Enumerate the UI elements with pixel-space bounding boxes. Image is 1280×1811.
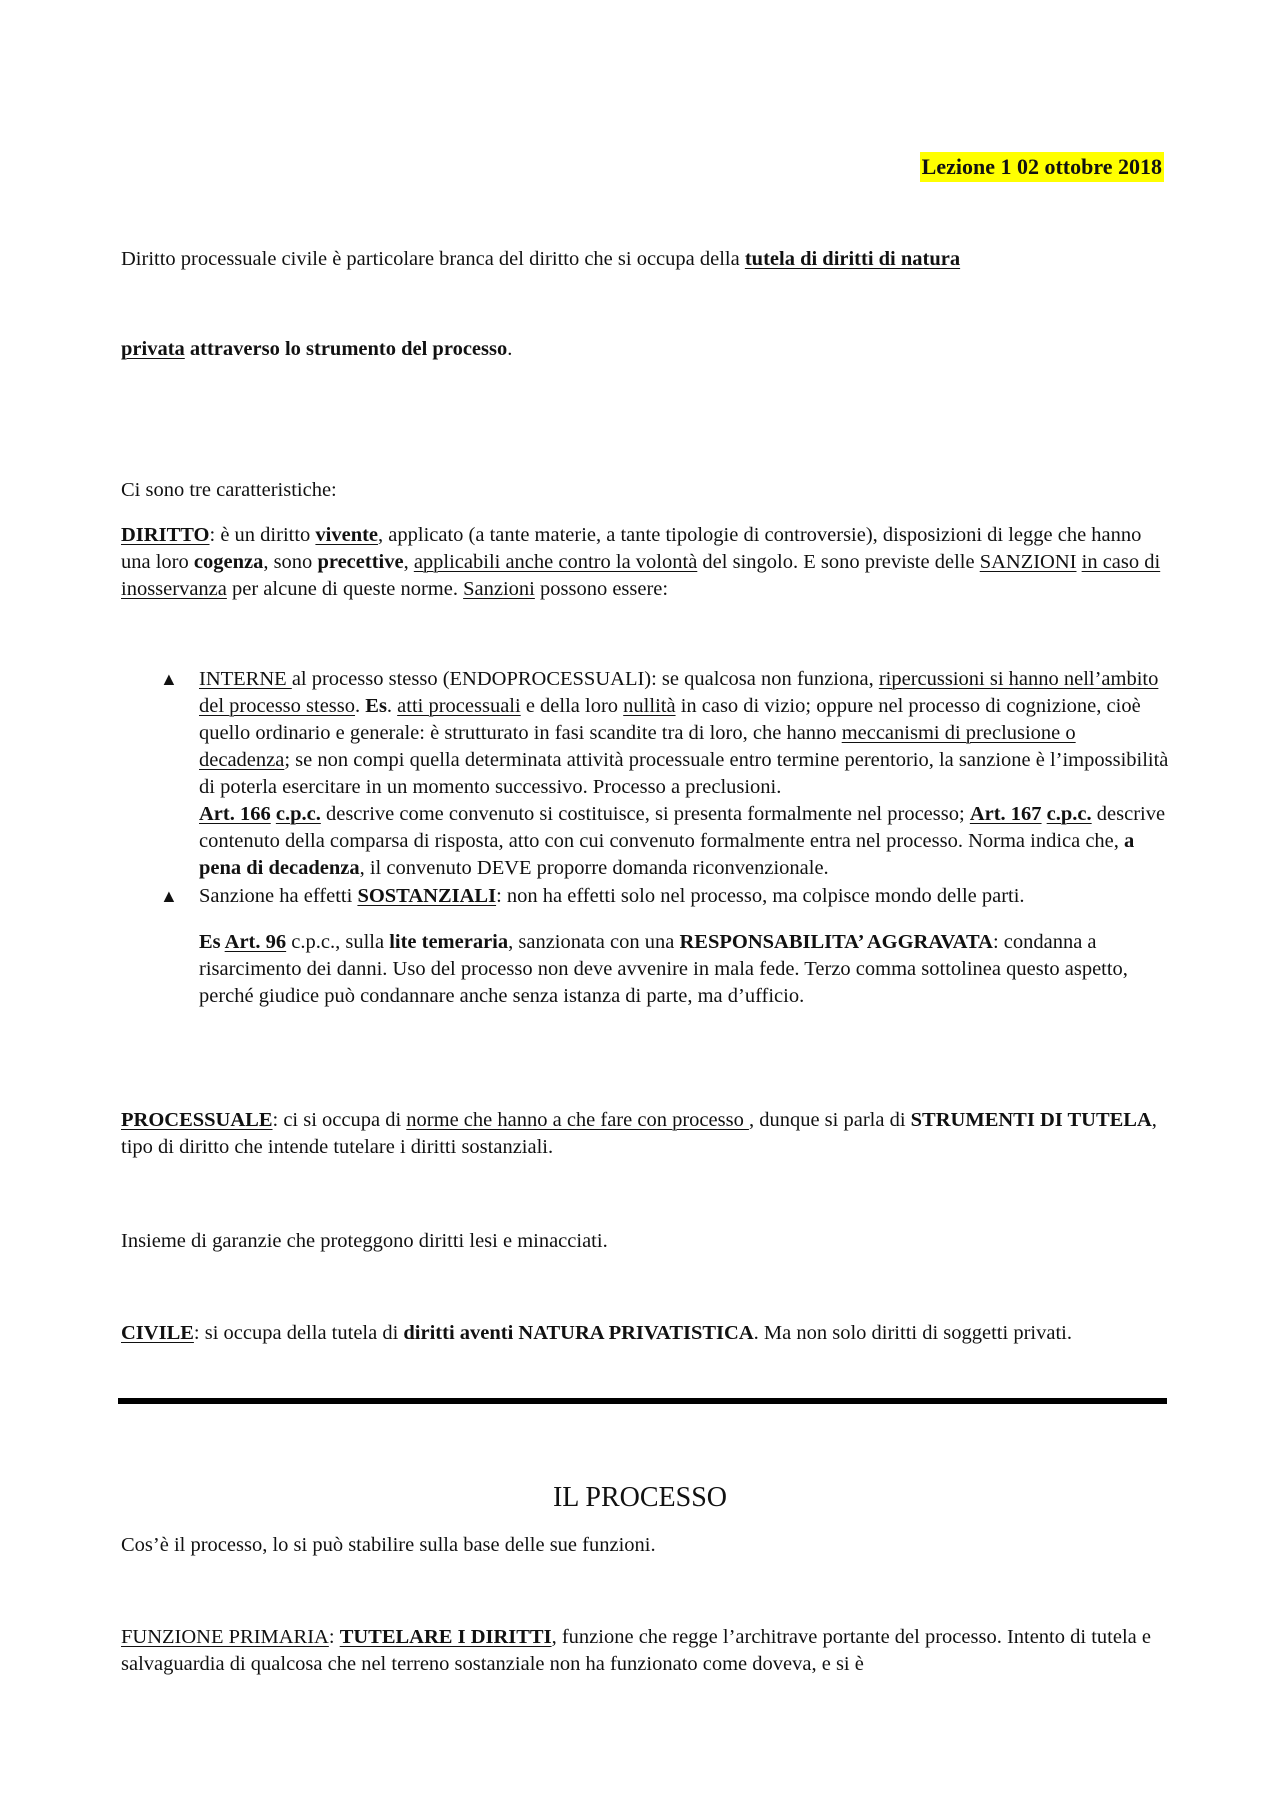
term-sanzioni: SANZIONI (979, 551, 1077, 573)
text: : è un diritto (209, 524, 316, 546)
term-precettive: precettive (317, 551, 404, 573)
funzione-primaria-paragraph (121, 1624, 1167, 1678)
term-diritto: DIRITTO (121, 524, 210, 546)
es-label: Es (199, 931, 225, 953)
text: in caso di vizio; oppure nel processo di cognizione, cioè quello ordinario e generale: è strutturato in fasi scandite tra di loro, che hanno (199, 695, 1141, 744)
es-label: Es (365, 695, 387, 717)
cpc-label: c.p.c. (1046, 803, 1092, 825)
text: . Ma non solo diritti di soggetti privati. (753, 1322, 1072, 1344)
underlined-phrase: applicabili anche contro la volontà (413, 551, 698, 573)
underlined-phrase: ripercussioni si hanno nell’ambito del processo stesso (199, 668, 1159, 717)
text: . (386, 695, 398, 717)
text: . (355, 695, 366, 717)
underlined-phrase: meccanismi di preclusione o decadenza (199, 722, 1076, 771)
text: del singolo. E sono previste delle (697, 551, 980, 573)
underlined-phrase: in caso di inosservanza (121, 551, 1161, 600)
bold-phrase: a pena di decadenza (199, 830, 1135, 879)
underlined-phrase: atti processuali (397, 695, 521, 717)
text: descrive contenuto della comparsa di risposta, atto con cui convenuto formalmente entra nel processo. Norma indica che, (199, 803, 1166, 852)
garanzie-paragraph: Insieme di garanzie che proteggono diritti lesi e minacciati. (121, 1230, 608, 1252)
term-cogenza: cogenza (193, 551, 264, 573)
section-divider (118, 1398, 1167, 1404)
intro-paragraph-line1 (121, 246, 1167, 273)
text: , sono (263, 551, 318, 573)
text: e della loro (520, 695, 624, 717)
diritto-paragraph (121, 522, 1167, 603)
term-responsabilita: RESPONSABILITA’ AGGRAVATA (679, 931, 993, 953)
text: : (328, 1626, 340, 1648)
text: descrive come convenuto si costituisce, si presenta formalmente nel processo; (320, 803, 970, 825)
term-civile: CIVILE (121, 1322, 194, 1344)
intro-period: . (507, 338, 513, 360)
triangle-bullet-icon: ▲ (160, 886, 178, 906)
processuale-paragraph (121, 1107, 1167, 1161)
triangle-bullet-icon: ▲ (160, 669, 178, 689)
list-item-sostanziali (160, 883, 1170, 1010)
term-vivente: vivente (315, 524, 379, 546)
term-interne: INTERNE (199, 668, 292, 690)
processo-intro: Cos’è il processo, lo si può stabilire sulla base delle sue funzioni. (121, 1534, 656, 1556)
term-sanzioni-2: Sanzioni (463, 578, 535, 600)
text: , sanzionata con una (508, 931, 680, 953)
text: : non ha effetti solo nel processo, ma colpisce mondo delle parti. (496, 885, 1025, 907)
text: , dunque si parla di (748, 1109, 911, 1131)
intro-bold-text: attraverso lo strumento del processo (184, 338, 508, 360)
text: c.p.c., sulla (286, 931, 390, 953)
term-sostanziali: SOSTANZIALI (357, 885, 497, 907)
article-166: Art. 166 (199, 803, 271, 825)
intro-paragraph-line2 (121, 336, 1167, 363)
characteristics-lead: Ci sono tre caratteristiche: (121, 479, 337, 501)
article-96: Art. 96 (224, 931, 287, 953)
bold-phrase: diritti aventi NATURA PRIVATISTICA (403, 1322, 754, 1344)
list-item-interne (160, 666, 1170, 882)
intro-emphasis-privata: privata (121, 338, 185, 360)
text: al processo stesso (ENDOPROCESSUALI): se qualcosa non funziona, (291, 668, 879, 690)
text: , applicato (a tante materie, a tante tipologie di controversie), disposizioni di legge che hanno una loro (121, 524, 1142, 573)
lesson-date-highlight: Lezione 1 02 ottobre 2018 (920, 152, 1164, 182)
text: per alcune di queste norme. (226, 578, 464, 600)
civile-paragraph (121, 1320, 1167, 1347)
underlined-phrase: norme che hanno a che fare con processo (406, 1109, 749, 1131)
sanctions-list (160, 666, 1170, 1010)
text: , tipo di diritto che intende tutelare i diritti sostanziali. (121, 1109, 1157, 1158)
intro-emphasis: tutela di diritti di natura (744, 248, 961, 270)
term-lite-temeraria: lite temeraria (389, 931, 509, 953)
text: , (403, 551, 414, 573)
term-funzione-primaria: FUNZIONE PRIMARIA (121, 1626, 329, 1648)
cpc-label: c.p.c. (275, 803, 321, 825)
term-nullita: nullità (623, 695, 676, 717)
intro-text: Diritto processuale civile è particolare branca del diritto che si occupa della (121, 248, 745, 270)
term-processuale: PROCESSUALE (121, 1109, 273, 1131)
section-heading: IL PROCESSO (552, 1482, 727, 1513)
example-paragraph (199, 929, 1170, 1010)
text: ; se non compi quella determinata attività processuale entro termine perentorio, la sanzione è l’impossibilità di poterla esercitare in un momento successivo. Processo a preclusioni. (199, 749, 1169, 798)
text: : ci si occupa di (272, 1109, 407, 1131)
text: Sanzione ha effetti (199, 885, 358, 907)
term-tutelare: TUTELARE I DIRITTI (339, 1626, 552, 1648)
article-167: Art. 167 (969, 803, 1042, 825)
text: possono essere: (534, 578, 669, 600)
text: , funzione che regge l’architrave portante del processo. Intento di tutela e salvaguardia di qualcosa che nel terreno sostanziale non ha funzionato come doveva, e si è (121, 1626, 1151, 1675)
text: : condanna a risarcimento dei danni. Uso del processo non deve avvenire in mala fede. Terzo comma sottolinea questo aspetto, perché giudice può condannare anche senza istanza di parte, ma d’ufficio. (199, 931, 1128, 1007)
term-strumenti: STRUMENTI DI TUTELA (910, 1109, 1152, 1131)
text: , il convenuto DEVE proporre domanda riconvenzionale. (359, 857, 829, 879)
text: : si occupa della tutela di (193, 1322, 404, 1344)
